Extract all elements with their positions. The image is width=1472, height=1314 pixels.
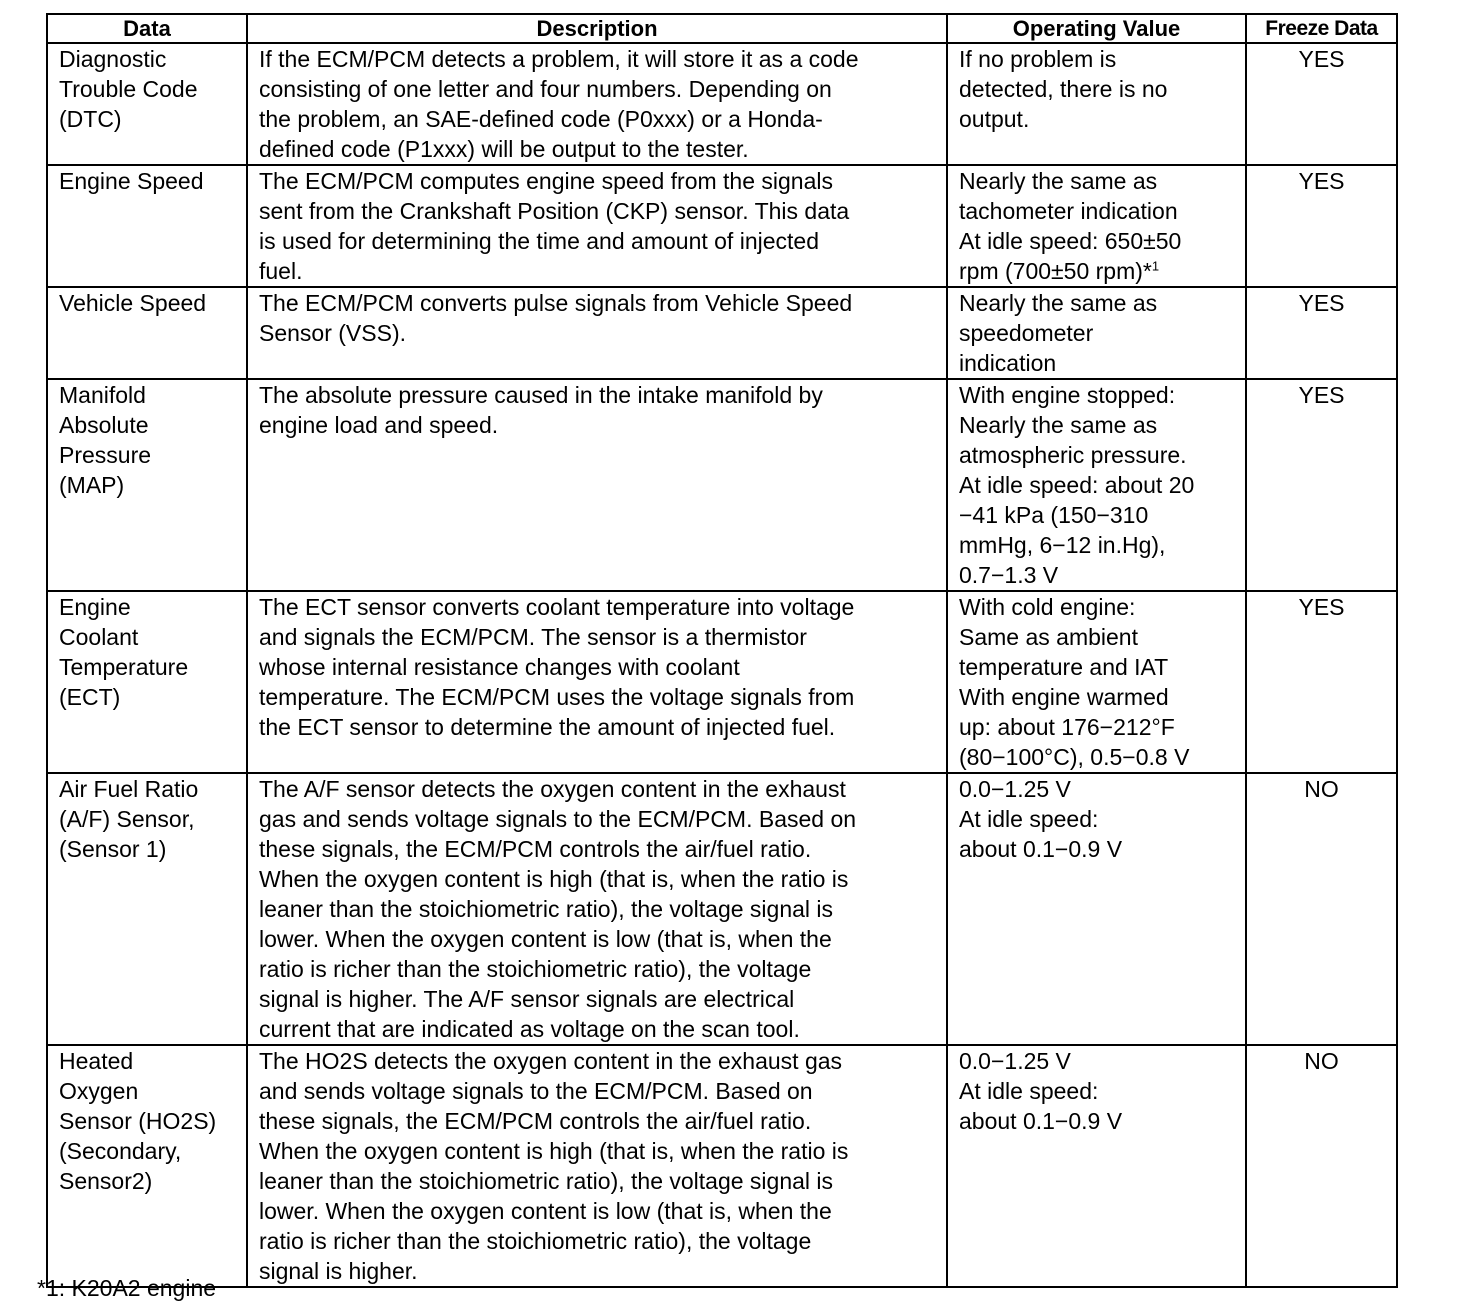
header-description: Description xyxy=(247,14,947,43)
operating-value-line: At idle speed: about 20 xyxy=(959,472,1195,498)
scan-tool-data-table xyxy=(46,13,1398,1288)
description-line: these signals, the ECM/PCM controls the air/fuel ratio. xyxy=(259,836,812,862)
operating-value-line: tachometer indication xyxy=(959,198,1178,224)
data-line: Manifold xyxy=(59,382,146,408)
data-line: (Sensor 1) xyxy=(59,836,167,862)
description-line: leaner than the stoichiometric ratio), the voltage signal is xyxy=(259,896,834,922)
data-cell xyxy=(47,287,247,379)
description-line: ratio is richer than the stoichiometric ratio), the voltage xyxy=(259,1228,812,1254)
description-line: The A/F sensor detects the oxygen content in the exhaust xyxy=(259,776,846,802)
operating-value-cell xyxy=(947,379,1246,591)
data-line: (DTC) xyxy=(59,106,122,132)
header-operating-value: Operating Value xyxy=(947,14,1246,43)
data-line: Sensor2) xyxy=(59,1168,153,1194)
data-cell xyxy=(47,773,247,1045)
description-line: and sends voltage signals to the ECM/PCM. Based on xyxy=(259,1078,813,1104)
data-line: Air Fuel Ratio xyxy=(59,776,199,802)
description-cell xyxy=(247,773,947,1045)
data-line: Coolant xyxy=(59,624,139,650)
operating-value-line: indication xyxy=(959,350,1057,376)
data-line: Heated xyxy=(59,1048,134,1074)
operating-value-line: With engine warmed xyxy=(959,684,1169,710)
operating-value-line: If no problem is xyxy=(959,46,1117,72)
description-line: The HO2S detects the oxygen content in the exhaust gas xyxy=(259,1048,843,1074)
description-cell xyxy=(247,287,947,379)
operating-value-cell xyxy=(947,1045,1246,1287)
data-line: Diagnostic xyxy=(59,46,167,72)
header-data: Data xyxy=(47,14,247,43)
operating-value-cell xyxy=(947,287,1246,379)
description-cell xyxy=(247,591,947,773)
operating-value-line: speedometer xyxy=(959,320,1094,346)
operating-value-line: Nearly the same as xyxy=(959,290,1158,316)
description-cell xyxy=(247,165,947,287)
description-line: signal is higher. The A/F sensor signals are electrical xyxy=(259,986,795,1012)
description-line: gas and sends voltage signals to the ECM/PCM. Based on xyxy=(259,806,857,832)
description-line: If the ECM/PCM detects a problem, it will store it as a code xyxy=(259,46,859,72)
data-cell xyxy=(47,43,247,165)
data-line: Absolute xyxy=(59,412,149,438)
description-cell xyxy=(247,43,947,165)
description-line: the problem, an SAE-defined code (P0xxx) or a Honda- xyxy=(259,106,823,132)
table-row xyxy=(47,591,1397,773)
operating-value-line: output. xyxy=(959,106,1030,132)
description-line: When the oxygen content is high (that is, when the ratio is xyxy=(259,1138,849,1164)
description-line: sent from the Crankshaft Position (CKP) sensor. This data xyxy=(259,198,850,224)
data-line: (ECT) xyxy=(59,684,121,710)
freeze-data-cell: YES xyxy=(1246,379,1397,591)
description-line: these signals, the ECM/PCM controls the air/fuel ratio. xyxy=(259,1108,812,1134)
header-freeze-data: Freeze Data xyxy=(1246,14,1397,43)
table-row xyxy=(47,379,1397,591)
data-line: Temperature xyxy=(59,654,189,680)
operating-value-line: 0.0−1.25 V xyxy=(959,776,1071,802)
operating-value-line: 0.7−1.3 V xyxy=(959,562,1059,588)
data-line: (Secondary, xyxy=(59,1138,182,1164)
data-cell xyxy=(47,1045,247,1287)
table-row xyxy=(47,287,1397,379)
data-line: (A/F) Sensor, xyxy=(59,806,195,832)
operating-value-line: atmospheric pressure. xyxy=(959,442,1187,468)
description-line: signal is higher. xyxy=(259,1258,418,1284)
table-row xyxy=(47,43,1397,165)
data-line: Engine Speed xyxy=(59,168,204,194)
table-row xyxy=(47,1045,1397,1287)
description-line: defined code (P1xxx) will be output to the tester. xyxy=(259,136,749,162)
operating-value-line: (80−100°C), 0.5−0.8 V xyxy=(959,744,1190,770)
operating-value-line: −41 kPa (150−310 xyxy=(959,502,1149,528)
operating-value-line: about 0.1−0.9 V xyxy=(959,836,1123,862)
description-line: whose internal resistance changes with coolant xyxy=(259,654,740,680)
description-line: When the oxygen content is high (that is, when the ratio is xyxy=(259,866,849,892)
description-line: The ECT sensor converts coolant temperature into voltage xyxy=(259,594,855,620)
description-line: lower. When the oxygen content is low (that is, when the xyxy=(259,926,832,952)
operating-value-line: At idle speed: 650±50 xyxy=(959,228,1182,254)
operating-value-line: mmHg, 6−12 in.Hg), xyxy=(959,532,1166,558)
description-line: engine load and speed. xyxy=(259,412,499,438)
data-cell xyxy=(47,165,247,287)
operating-value-line: With cold engine: xyxy=(959,594,1136,620)
freeze-data-cell: NO xyxy=(1246,773,1397,1045)
operating-value-line: With engine stopped: xyxy=(959,382,1176,408)
description-line: is used for determining the time and amount of injected xyxy=(259,228,819,254)
operating-value-cell xyxy=(947,165,1246,287)
data-line: Engine xyxy=(59,594,131,620)
operating-value-cell xyxy=(947,591,1246,773)
description-line: The absolute pressure caused in the intake manifold by xyxy=(259,382,823,408)
description-line: ratio is richer than the stoichiometric ratio), the voltage xyxy=(259,956,812,982)
footnote: *1: K20A2 engine xyxy=(37,1275,217,1301)
data-line: Sensor (HO2S) xyxy=(59,1108,217,1134)
description-cell xyxy=(247,379,947,591)
freeze-data-cell: YES xyxy=(1246,591,1397,773)
description-line: temperature. The ECM/PCM uses the voltage signals from xyxy=(259,684,855,710)
operating-value-line: about 0.1−0.9 V xyxy=(959,1108,1123,1134)
description-cell xyxy=(247,1045,947,1287)
operating-value-cell xyxy=(947,773,1246,1045)
data-line: Pressure xyxy=(59,442,152,468)
description-line: and signals the ECM/PCM. The sensor is a thermistor xyxy=(259,624,807,650)
table-header-row xyxy=(47,14,1397,43)
description-line: Sensor (VSS). xyxy=(259,320,406,346)
data-cell xyxy=(47,379,247,591)
data-table-sheet xyxy=(46,13,1396,1288)
operating-value-text: rpm (700±50 rpm)* xyxy=(959,258,1152,284)
operating-value-line: 0.0−1.25 V xyxy=(959,1048,1071,1074)
operating-value-line: up: about 176−212°F xyxy=(959,714,1175,740)
operating-value-cell xyxy=(947,43,1246,165)
data-line: Trouble Code xyxy=(59,76,198,102)
operating-value-line: Nearly the same as xyxy=(959,168,1158,194)
footnote-mark: 1 xyxy=(1151,258,1160,274)
freeze-data-cell: YES xyxy=(1246,287,1397,379)
operating-value-line: Same as ambient xyxy=(959,624,1138,650)
table-row xyxy=(47,773,1397,1045)
operating-value-line: detected, there is no xyxy=(959,76,1168,102)
operating-value-line: At idle speed: xyxy=(959,806,1099,832)
operating-value-line: Nearly the same as xyxy=(959,412,1158,438)
description-line: leaner than the stoichiometric ratio), the voltage signal is xyxy=(259,1168,834,1194)
operating-value-line: At idle speed: xyxy=(959,1078,1099,1104)
description-line: fuel. xyxy=(259,258,303,284)
data-line: Vehicle Speed xyxy=(59,290,207,316)
freeze-data-cell: YES xyxy=(1246,43,1397,165)
description-line: The ECM/PCM converts pulse signals from Vehicle Speed xyxy=(259,290,853,316)
operating-value-line: temperature and IAT xyxy=(959,654,1169,680)
freeze-data-cell: NO xyxy=(1246,1045,1397,1287)
description-line: The ECM/PCM computes engine speed from the signals xyxy=(259,168,833,194)
operating-value-line xyxy=(959,256,1239,286)
description-line: lower. When the oxygen content is low (that is, when the xyxy=(259,1198,832,1224)
data-cell xyxy=(47,591,247,773)
freeze-data-cell: YES xyxy=(1246,165,1397,287)
data-line: Oxygen xyxy=(59,1078,139,1104)
data-line: (MAP) xyxy=(59,472,125,498)
description-line: the ECT sensor to determine the amount of injected fuel. xyxy=(259,714,836,740)
description-line: current that are indicated as voltage on the scan tool. xyxy=(259,1016,800,1042)
table-row xyxy=(47,165,1397,287)
description-line: consisting of one letter and four numbers. Depending on xyxy=(259,76,832,102)
